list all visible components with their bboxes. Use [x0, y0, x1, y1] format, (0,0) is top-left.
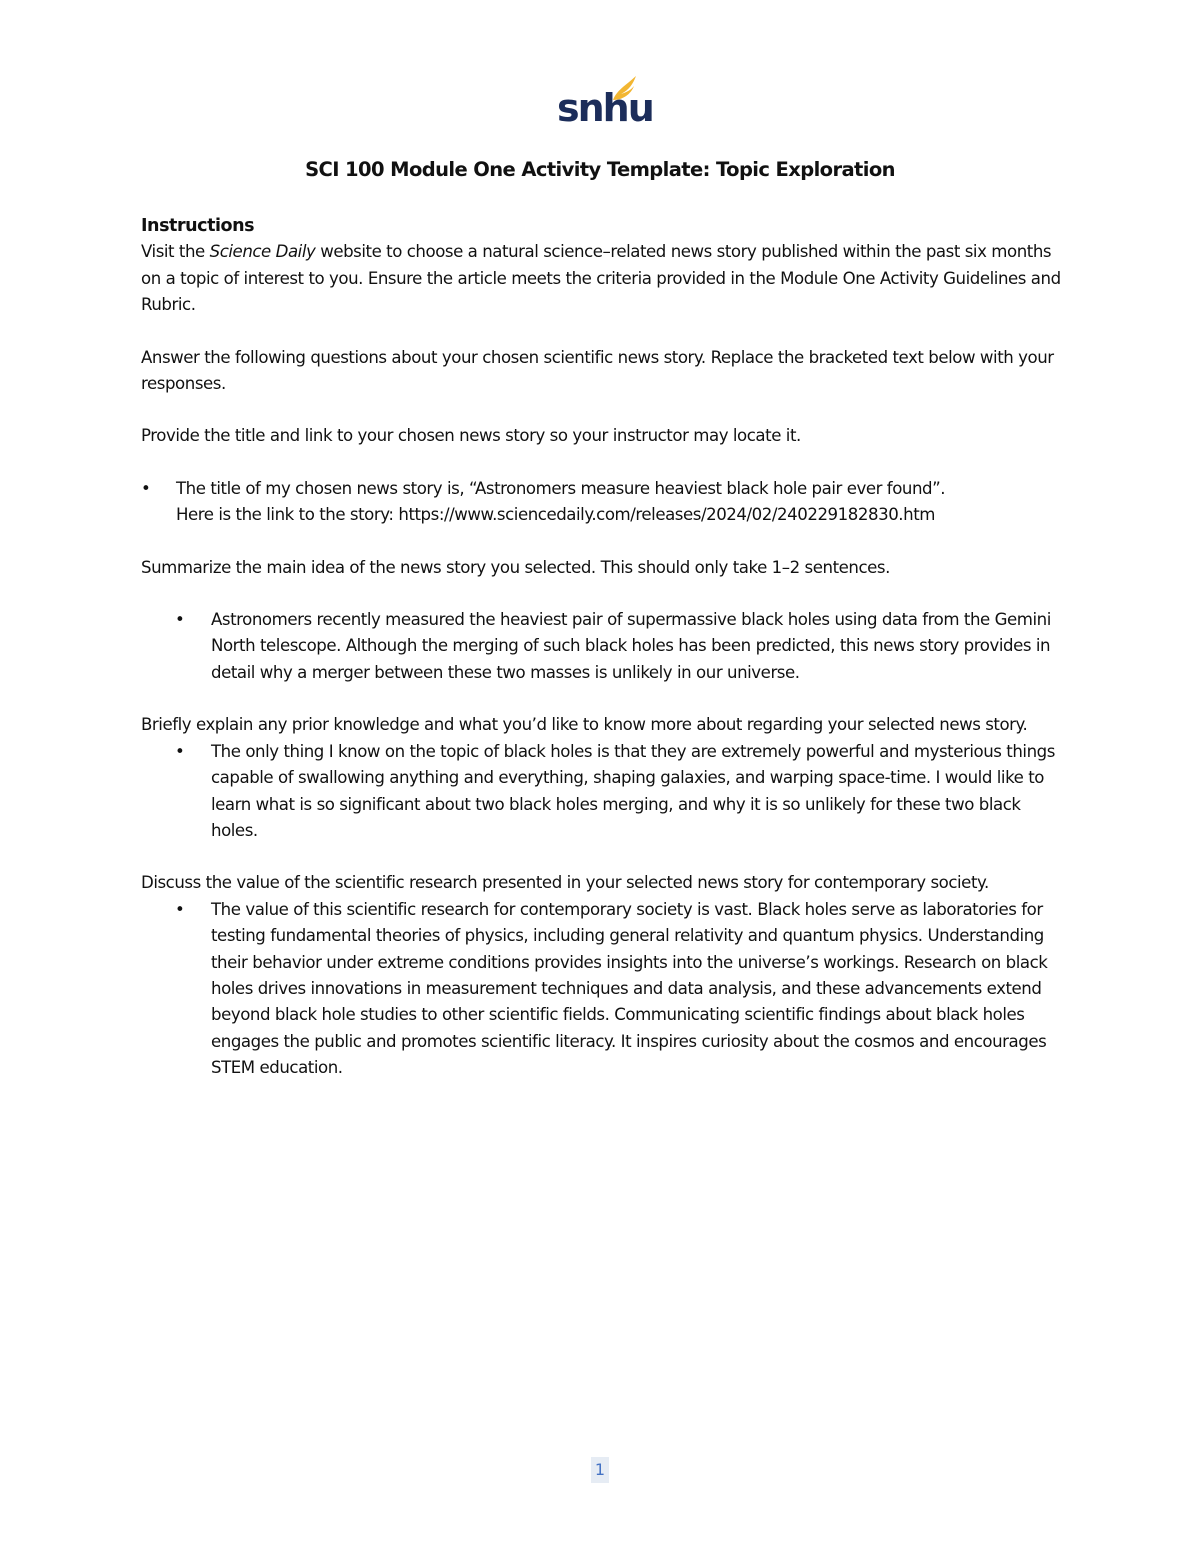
bullet-icon: •: [175, 741, 185, 761]
logo-text: snhu: [557, 86, 653, 130]
question-1-prompt: Provide the title and link to your chosen news story so your instructor may locate it.: [141, 426, 801, 446]
question-4-prompt: Discuss the value of the scientific research presented in your selected news story for contemporary society.: [141, 873, 989, 893]
answer-instruction: Answer the following questions about your chosen scientific news story. Replace the bracketed text below with your responses.: [141, 347, 1054, 394]
question-1-answer: [141, 476, 1071, 529]
snhu-logo: [553, 74, 653, 134]
bullet-icon: •: [175, 610, 185, 630]
answer-title-line: The title of my chosen news story is, “Astronomers measure heaviest black hole pair ever found”.: [176, 478, 946, 498]
question-2-answer: [141, 607, 1071, 686]
question-3-answer: [141, 739, 1071, 845]
bullet-icon: •: [141, 478, 151, 498]
question-3-prompt: Briefly explain any prior knowledge and what you’d like to know more about regarding your selected news story.: [141, 715, 1028, 735]
answer-text: The value of this scientific research for contemporary society is vast. Black holes serve as laboratories for testing fundamental theories of physics, including general relativity and quantum physics. Understanding their behavior under extreme conditions provides insights into the universe’s workings. Research on black holes drives innovations in measurement techniques and data analysis, and these advancements extend beyond black hole studies to other scientific fields. Communicating scientific findings about black holes engages the public and promotes scientific literacy. It inspires curiosity about the cosmos and encourages STEM education.: [211, 899, 1048, 1078]
intro-paragraph: Visit the Science Daily website to choose a natural science–related news story published within the past six months on a topic of interest to you. Ensure the article meets the criteria provided in the Module One Activity Guidelines and Rubric.: [141, 242, 1061, 315]
document-body: [141, 213, 1071, 1082]
answer-link-line: Here is the link to the story: https://www.sciencedaily.com/releases/2024/02/240229182830.htm: [176, 505, 935, 525]
instructions-heading: Instructions: [141, 216, 255, 236]
publication-name: Science Daily: [209, 242, 316, 262]
question-4-answer: [141, 897, 1071, 1082]
bullet-icon: •: [175, 899, 185, 919]
document-title: SCI 100 Module One Activity Template: Topic Exploration: [305, 158, 895, 181]
question-2-prompt: Summarize the main idea of the news story you selected. This should only take 1–2 sentences.: [141, 557, 890, 577]
answer-text: The only thing I know on the topic of black holes is that they are extremely powerful and mysterious things capable of swallowing anything and everything, shaping galaxies, and warping space-time. I would like to learn what is so significant about two black holes merging, and why it is so unlikely for these two black holes.: [211, 741, 1055, 840]
answer-text: Astronomers recently measured the heaviest pair of supermassive black holes using data from the Gemini North telescope. Although the merging of such black holes has been predicted, this news story provides in detail why a merger between these two masses is unlikely in our universe.: [211, 610, 1051, 682]
page-number: 1: [591, 1457, 609, 1483]
